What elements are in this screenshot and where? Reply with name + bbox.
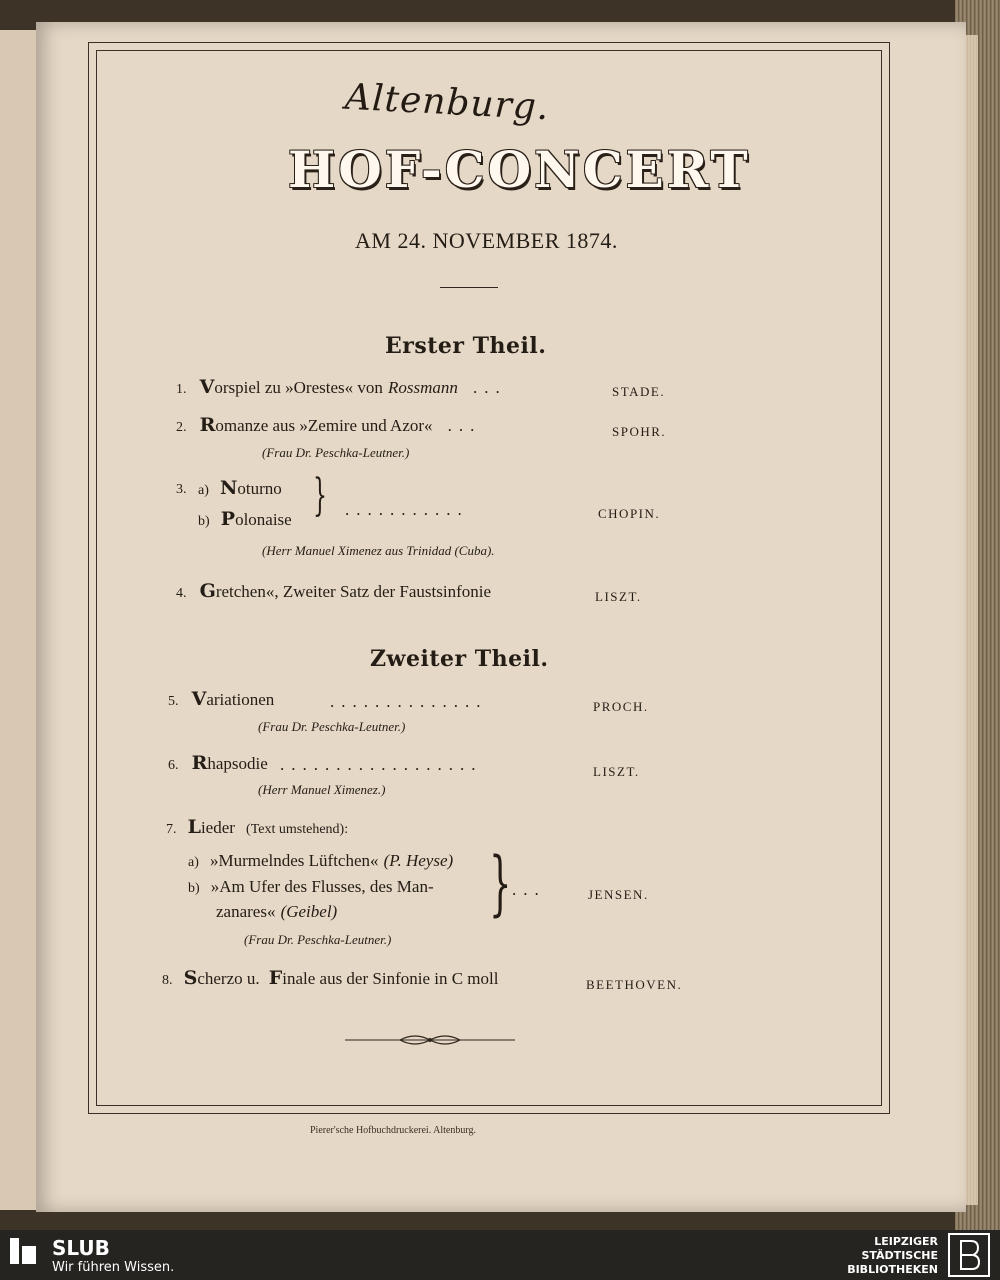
composer: PROCH. [593,699,649,714]
item-initial: R [191,752,208,774]
handwritten-annotation: Altenburg. [344,76,551,129]
item-initial-2: F [268,967,283,989]
leader-dots: ... [512,880,546,899]
section-heading-2: Zweiter Theil. [370,646,549,672]
item-initial: P [220,508,236,530]
item-initial: G [199,580,216,602]
subitem-label: a) [198,483,209,498]
item-number: 4. [176,586,187,601]
item-title: cherzo u. [197,969,260,988]
programme-item-7 [166,816,348,838]
programme-subitem-7b [188,877,434,897]
performer: (Herr Manuel Ximenez aus Trinidad (Cuba). [262,543,495,558]
item-title: ieder [200,818,235,837]
item-number: 2. [176,420,187,435]
lsb-logo-line-3: BIBLIOTHEKEN [847,1263,938,1276]
item-title: hapsodie [207,754,268,773]
performer: (Frau Dr. Peschka-Leutner.) [244,932,392,947]
left-page-sliver [0,30,40,1210]
subitem-label: b) [198,514,210,529]
composer: STADE. [612,384,666,399]
performer: (Frau Dr. Peschka-Leutner.) [258,719,406,734]
leader-dots: .................. [280,755,483,774]
performer: (Herr Manuel Ximenez.) [258,782,386,797]
item-initial: R [199,414,216,436]
programme-item-1 [176,376,507,398]
item-number: 7. [166,822,177,837]
item-number: 3. [176,482,187,497]
composer: LISZT. [593,764,640,779]
item-initial: S [183,967,198,989]
page-title: HOF-CONCERT [288,140,751,199]
leader-dots: ........... [345,500,469,519]
divider-rule [440,287,498,288]
lsb-logo-line-1: LEIPZIGER [874,1235,938,1248]
programme-item-6 [168,752,268,774]
leader-dots: ... [447,416,482,435]
composer: LISZT. [595,589,642,604]
programme-subitem-3b [198,508,292,530]
grouping-brace: } [313,470,327,521]
ornament-divider [345,1030,515,1050]
item-title: ariationen [206,690,275,709]
leader-dots: ... [473,378,507,397]
printer-imprint: Pierer'sche Hofbuchdruckerei. Altenburg. [310,1125,477,1136]
item-note: (Text umstehend): [246,822,349,837]
programme-item-5 [168,688,274,710]
lsb-logo-icon [948,1233,990,1277]
item-title: olonaise [235,510,292,529]
composer: CHOPIN. [598,506,661,521]
lsb-logo-line-2: STÄDTISCHE [861,1249,938,1262]
programme-subitem-7b-cont [216,902,337,922]
item-title-italic: (Geibel) [280,902,338,921]
composer: JENSEN. [588,887,649,902]
item-title: »Am Ufer des Flusses, des Man- [210,877,434,896]
item-number: 6. [168,758,179,773]
item-number: 8. [162,973,173,988]
item-title-italic: (P. Heyse) [383,851,454,870]
programme-item-4 [176,580,491,602]
item-title: orspiel zu »Orestes« von [214,378,383,397]
item-title-cont: zanares« [216,902,276,921]
composer: BEETHOVEN. [586,977,683,992]
inner-border [96,50,882,1106]
item-title: retchen«, Zweiter Satz der Faustsinfonie [215,582,492,601]
concert-date: AM 24. NOVEMBER 1874. [355,228,618,253]
item-initial: L [187,816,201,838]
programme-subitem-3a [198,477,282,499]
performer: (Frau Dr. Peschka-Leutner.) [262,445,410,460]
item-title: omanze aus »Zemire und Azor« [215,416,433,435]
slub-logo-icon [10,1238,36,1264]
item-initial: V [191,688,207,710]
section-heading-1: Erster Theil. [385,333,547,359]
grouping-brace: } [489,842,512,924]
item-title-italic: Rossmann [388,378,458,397]
programme-item-8 [162,967,498,989]
item-initial: V [199,376,215,398]
composer: SPOHR. [612,424,667,439]
slub-tagline: Wir führen Wissen. [52,1260,175,1275]
slub-logo-name: SLUB [52,1236,110,1260]
item-number: 5. [168,694,179,709]
item-title: »Murmelndes Lüftchen« [209,851,379,870]
item-title-2: inale aus der Sinfonie in C moll [282,969,499,988]
item-title: oturno [237,479,282,498]
programme-subitem-7a [188,851,453,871]
subitem-label: a) [188,855,199,870]
item-number: 1. [176,382,187,397]
programme-item-2 [176,414,481,436]
item-initial: N [219,477,238,499]
leader-dots: .............. [330,692,488,711]
subitem-label: b) [188,881,200,896]
